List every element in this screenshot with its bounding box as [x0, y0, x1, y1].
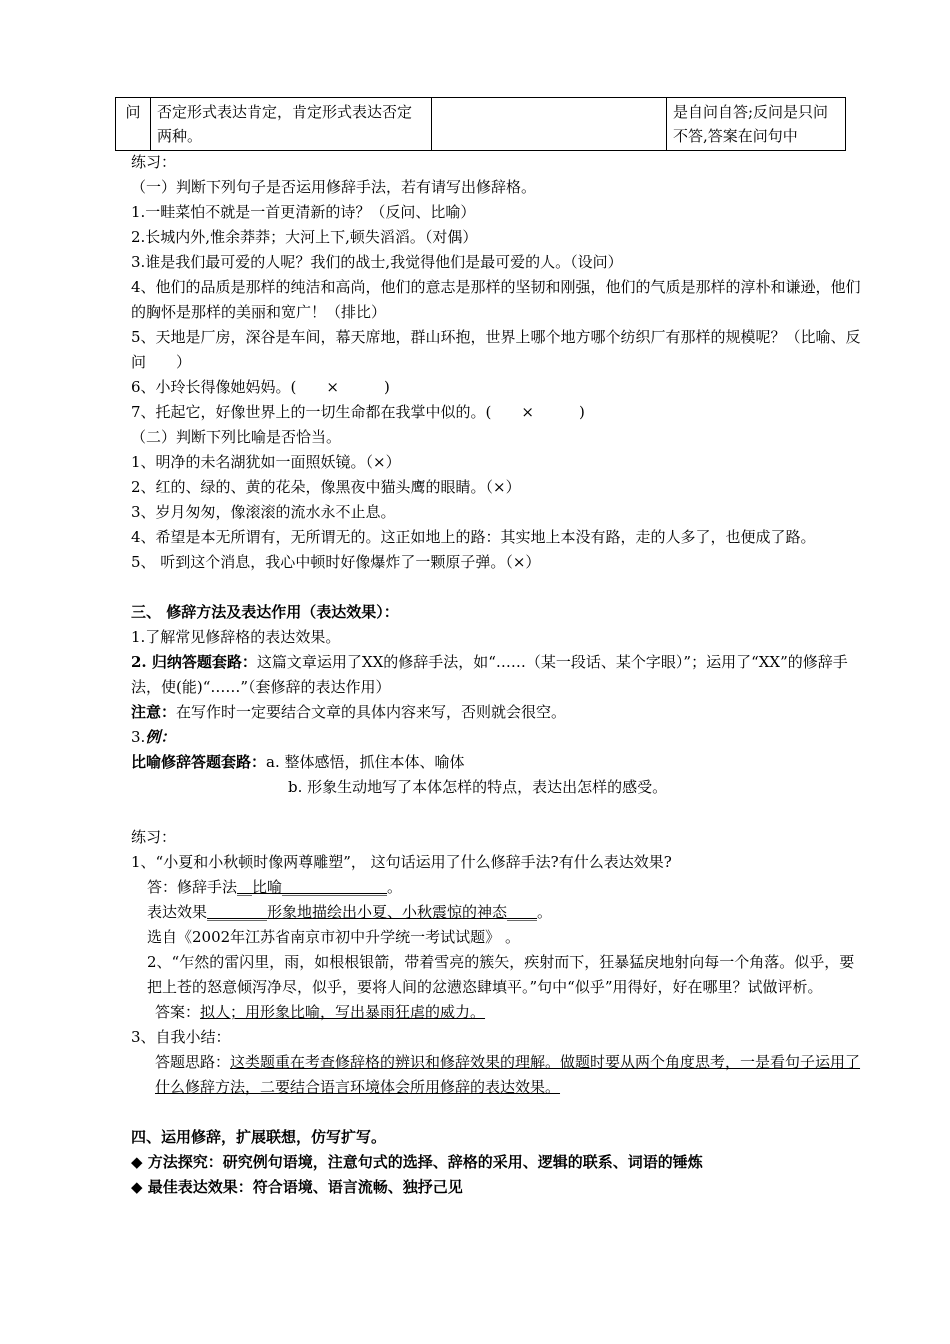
example-heading	[131, 725, 861, 750]
label: 答题思路：	[155, 1053, 231, 1071]
text: 在写作时一定要结合文章的具体内容来写，否则就会很空。	[176, 703, 567, 721]
answer-line	[131, 875, 861, 900]
section-heading: 四、运用修辞，扩展联想，仿写扩写。	[131, 1128, 387, 1146]
question: 3、自我小结：	[131, 1028, 231, 1046]
exercise-item: 4、希望是本无所谓有，无所谓无的。这正如地上的路：其实地上本没有路，走的人多了，也便成了路。	[131, 528, 816, 546]
bullet-item: ◆ 方法探究：研究例句语境，注意句式的选择、辞格的采用、逻辑的联系、词语的锤炼	[131, 1153, 703, 1171]
exercise-part-heading: （一）判断下列句子是否运用修辞手法，若有请写出修辞格。	[131, 178, 537, 196]
exercise-title: 练习：	[131, 828, 177, 846]
label: 2. 归纳答题套路：	[131, 653, 257, 671]
metaphor-template-line: b. 形象生动地写了本体怎样的特点，表达出怎样的感受。	[288, 778, 668, 796]
section-heading: 三、 修辞方法及表达作用（表达效果）：	[131, 603, 399, 621]
answer-line	[131, 1050, 861, 1100]
answer: ________形象地描绘出小夏、小秋震惊的神态____	[207, 903, 538, 921]
exercise-item: 6、小玲长得像她妈妈。( × )	[131, 378, 390, 396]
exercise-item: 2.长城内外,惟余莽莽；大河上下,顿失滔滔。（对偶）	[131, 228, 478, 246]
label: 比喻修辞答题套路：	[131, 753, 267, 771]
section-line: 1.了解常见修辞格的表达效果。	[131, 628, 341, 646]
exercise-item: 2、红的、绿的、黄的花朵，像黑夜中猫头鹰的眼睛。（×）	[131, 478, 521, 496]
table-row	[116, 98, 846, 151]
question: 1、“小夏和小秋顿时像两尊雕塑”， 这句话运用了什么修辞手法?有什么表达效果?	[131, 853, 672, 871]
exercise-item: 5、 听到这个消息，我心中顿时好像爆炸了一颗原子弹。（×）	[131, 553, 541, 571]
answer: 拟人；用形象比喻，写出暴雨狂虐的威力。	[200, 1003, 486, 1021]
document-body	[131, 150, 861, 1200]
bullet-item: ◆ 最佳表达效果：符合语境、语言流畅、独抒己见	[131, 1178, 463, 1196]
label: 答案：	[155, 1003, 201, 1021]
answer: __比喻______________	[237, 878, 388, 896]
question: 2、“乍然的雷闪里，雨，如根根银箭，带着雪亮的簇矢，疾射而下，狂暴猛戾地射向每一个角落。似乎，要把上苍的怒意倾泻净尽，似乎，要将人间的忿懑恣肆填平。”句中“似乎”用得好，好在哪里？试做评析。	[147, 953, 855, 996]
label: 例：	[145, 728, 176, 746]
exercise-item: 7、托起它，好像世界上的一切生命都在我掌中似的。( × )	[131, 403, 585, 421]
exercise-item: 1、明净的未名湖犹如一面照妖镜。（×）	[131, 453, 401, 471]
table-cell: 是自问自答;反问是只问不答,答案在问句中	[667, 98, 846, 151]
number: 3.	[131, 728, 146, 746]
label: 注意：	[131, 703, 177, 721]
answer-template	[131, 650, 861, 700]
exercise-title: 练习：	[131, 153, 177, 171]
exercise-item: 3、岁月匆匆，像滚滚的流水永不止息。	[131, 503, 396, 521]
label: 表达效果	[147, 903, 208, 921]
table-cell	[432, 98, 667, 151]
source-note: 选自《2002年江苏省南京市初中升学统一考试试题》 。	[147, 928, 520, 946]
note	[131, 700, 861, 725]
text: 。	[387, 878, 403, 896]
exercise-item: 1.一畦菜怕不就是一首更清新的诗？（反问、比喻）	[131, 203, 476, 221]
answer-line	[131, 1000, 861, 1025]
text: 。	[537, 903, 553, 921]
exercise-part-heading: （二）判断下列比喻是否恰当。	[131, 428, 342, 446]
exercise-item: 3.谁是我们最可爱的人呢？我们的战士,我觉得他们是最可爱的人。（设问）	[131, 253, 623, 271]
answer-line	[131, 900, 861, 925]
exercise-item: 5、天地是厂房，深谷是车间，幕天席地，群山环抱，世界上哪个地方哪个纺织厂有那样的规模呢？（比喻、反问 ）	[131, 328, 861, 371]
answer: 这类题重在考查修辞格的辨识和修辞效果的理解。做题时要从两个角度思考，一是看句子运用了什么修辞方法，二要结合语言环境体会所用修辞的表达效果。	[155, 1053, 861, 1096]
text: a. 整体感悟，抓住本体、喻体	[266, 753, 465, 771]
label: 答：修辞手法	[147, 878, 238, 896]
table-cell: 问	[116, 98, 151, 151]
table-cell: 否定形式表达肯定，肯定形式表达否定两种。	[151, 98, 432, 151]
text: 这篇文章运用了XX的修辞手法，如“……（某一段话、某个字眼）”；运用了“XX”的修辞手法，使(能)“……”（套修辞的表达作用）	[131, 653, 848, 696]
rhetoric-table-fragment	[115, 97, 846, 151]
exercise-item: 4、他们的品质是那样的纯洁和高尚，他们的意志是那样的坚韧和刚强，他们的气质是那样的淳朴和谦逊，他们的胸怀是那样的美丽和宽广！（排比）	[131, 278, 861, 321]
metaphor-template	[131, 750, 861, 775]
